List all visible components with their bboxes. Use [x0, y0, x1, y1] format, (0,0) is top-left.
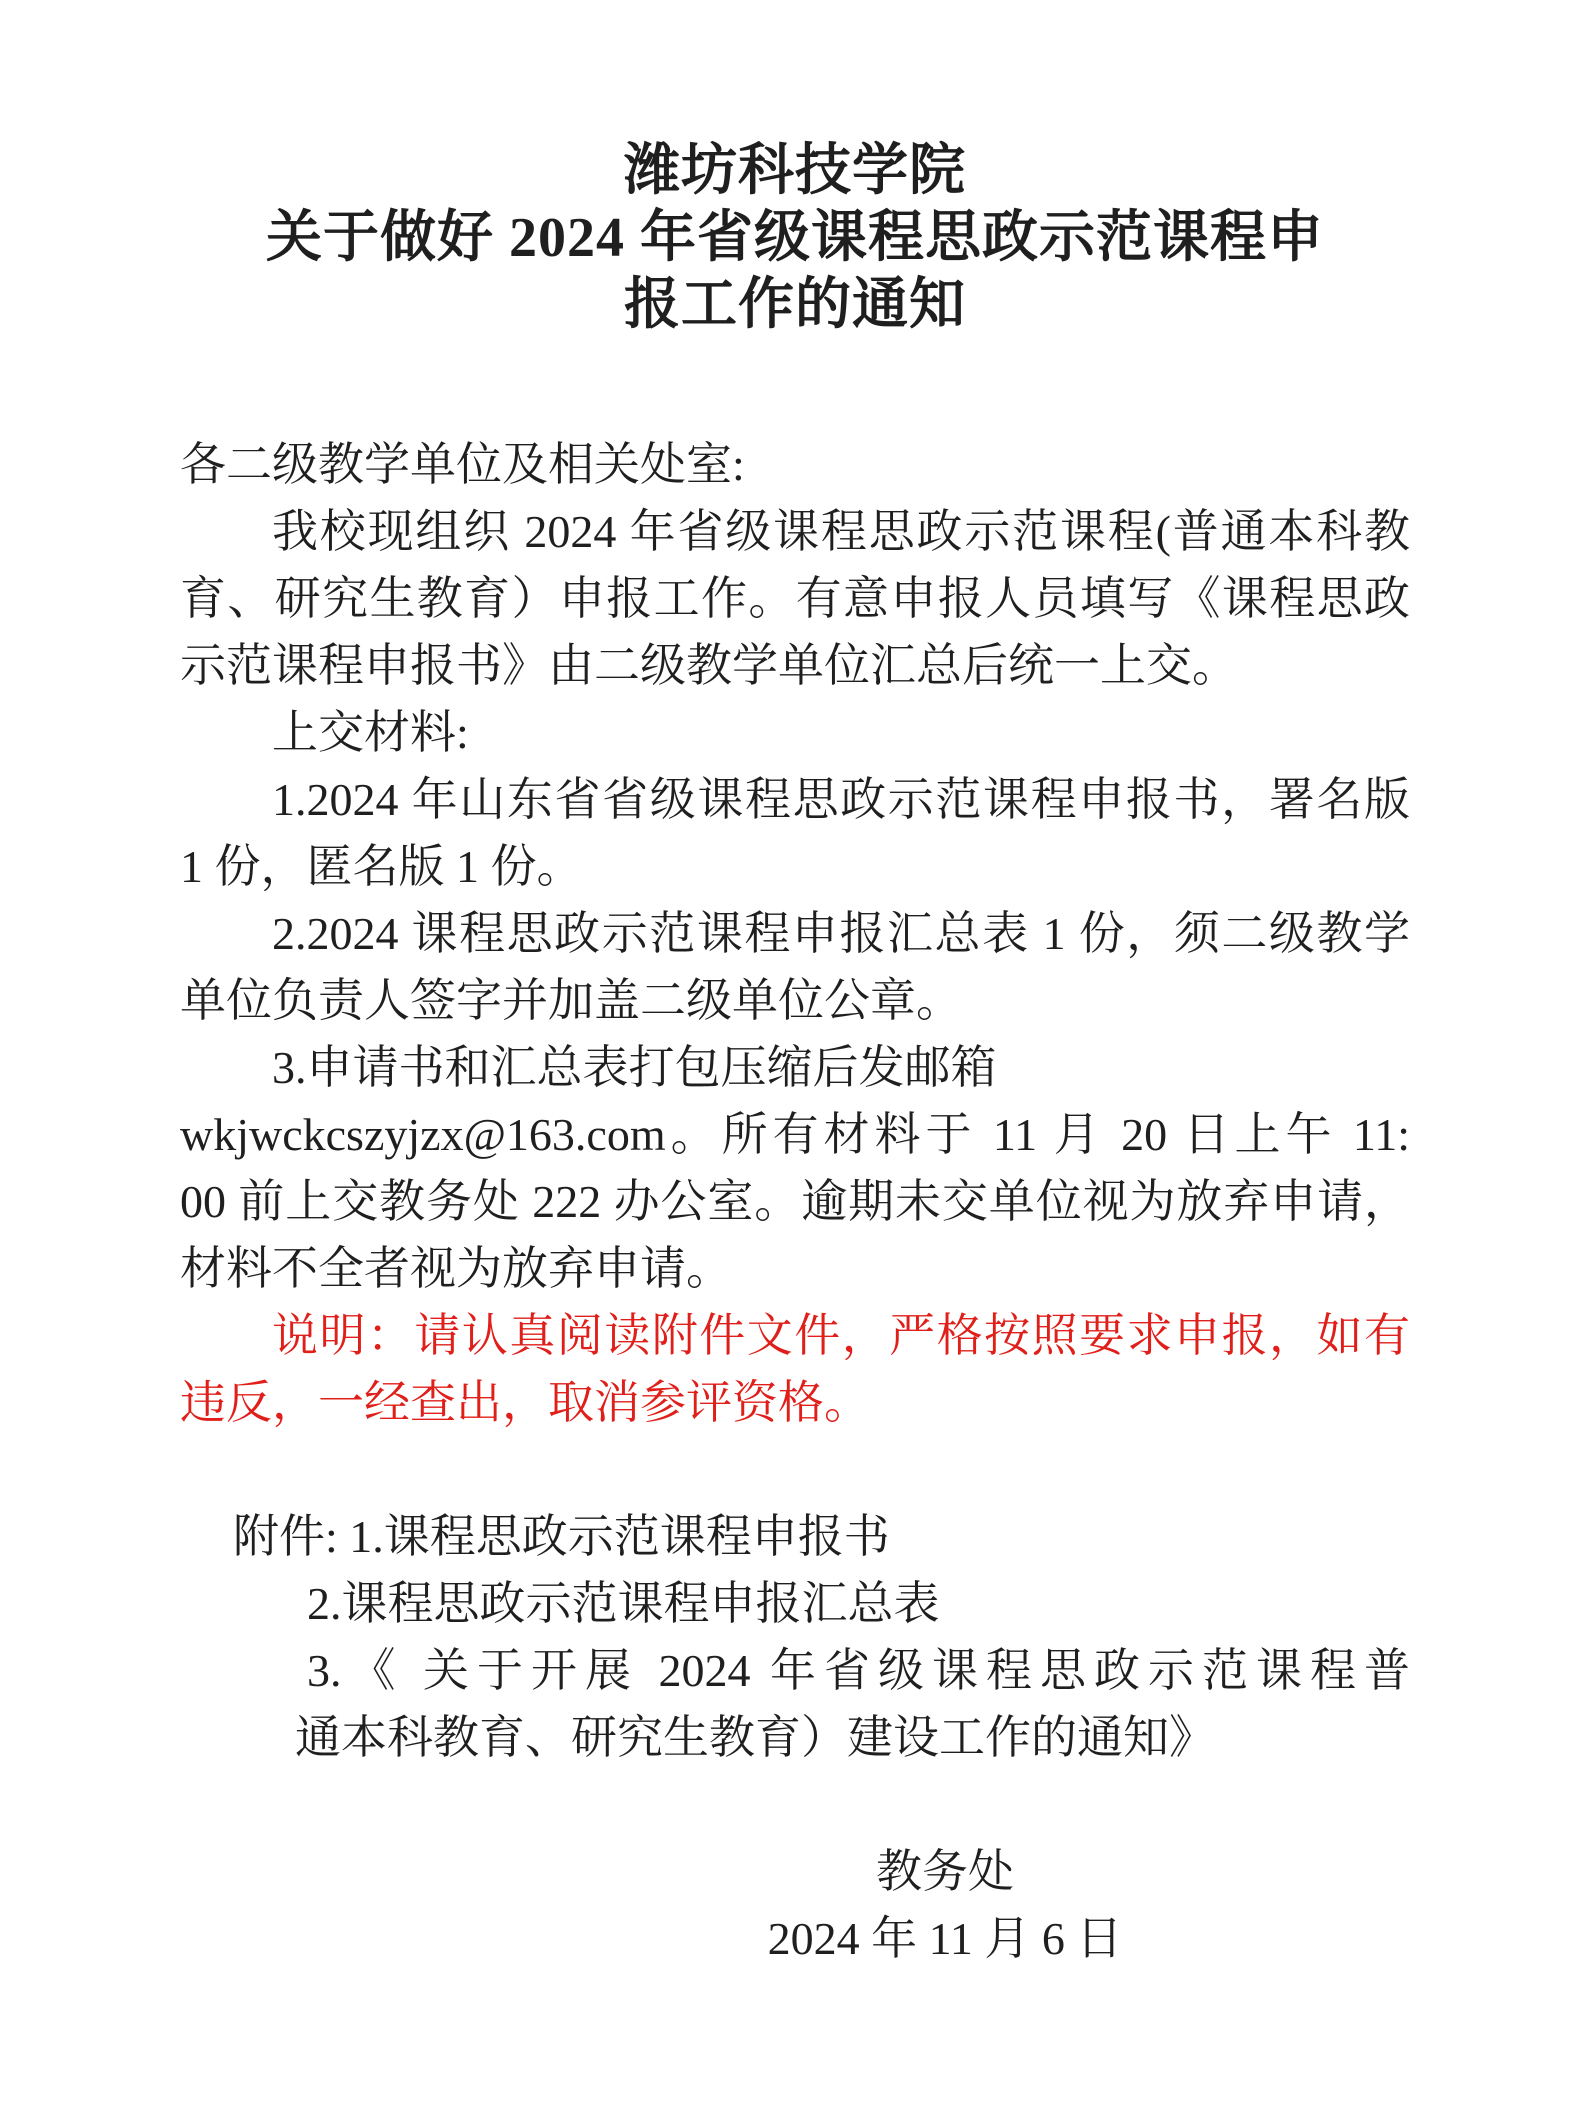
body-line: 单位负责人签字并加盖二级单位公章。 — [180, 975, 962, 1026]
body-line: 1.2024 年山东省省级课程思政示范课程申报书，署名版 — [272, 774, 1410, 825]
body-line: 材料不全者视为放弃申请。 — [180, 1243, 732, 1294]
signature-block — [695, 1838, 1195, 1972]
blank-line — [180, 1771, 1410, 1838]
body-line: 育、研究生教育）申报工作。有意申报人员填写《课程思政 — [180, 573, 1410, 624]
body-line-email: wkjwckcszyjzx@163.com。所有材料于 11 月 20 日上午 11: — [180, 1109, 1410, 1160]
signature-org: 教务处 — [876, 1846, 1014, 1897]
title-line-2: 关于做好 2024 年省级课程思政示范课程申 — [266, 207, 1324, 269]
title-line-3: 报工作的通知 — [624, 274, 966, 336]
red-note-line: 说明：请认真阅读附件文件，严格按照要求申报，如有 — [272, 1310, 1410, 1361]
salutation: 各二级教学单位及相关处室: — [180, 439, 745, 490]
title-line-1: 潍坊科技学院 — [624, 140, 966, 202]
document-body — [180, 431, 1410, 1972]
attachment-line: 2.课程思政示范课程申报汇总表 — [307, 1578, 940, 1629]
attachment-line: 3.《 关于开展 2024 年省级课程思政示范课程普 — [307, 1645, 1410, 1696]
attachment-line: 通本科教育、研究生教育）建设工作的通知》 — [295, 1712, 1215, 1763]
red-note-line: 违反，一经查出，取消参评资格。 — [180, 1377, 870, 1428]
body-line: 2.2024 课程思政示范课程申报汇总表 1 份，须二级教学 — [272, 908, 1410, 959]
signature-date: 2024 年 11 月 6 日 — [767, 1913, 1123, 1964]
body-line: 上交材料: — [272, 707, 469, 758]
body-line: 1 份，匿名版 1 份。 — [180, 841, 583, 892]
body-line: 3.申请书和汇总表打包压缩后发邮箱 — [272, 1042, 997, 1093]
document-title — [180, 138, 1410, 339]
body-line: 示范课程申报书》由二级教学单位汇总后统一上交。 — [180, 640, 1238, 691]
body-line: 我校现组织 2024 年省级课程思政示范课程(普通本科教 — [272, 506, 1410, 557]
attachment-line: 附件: 1.课程思政示范课程申报书 — [233, 1511, 890, 1562]
body-line: 00 前上交教务处 222 办公室。逾期未交单位视为放弃申请， — [180, 1176, 1410, 1227]
blank-line — [180, 1436, 1410, 1503]
